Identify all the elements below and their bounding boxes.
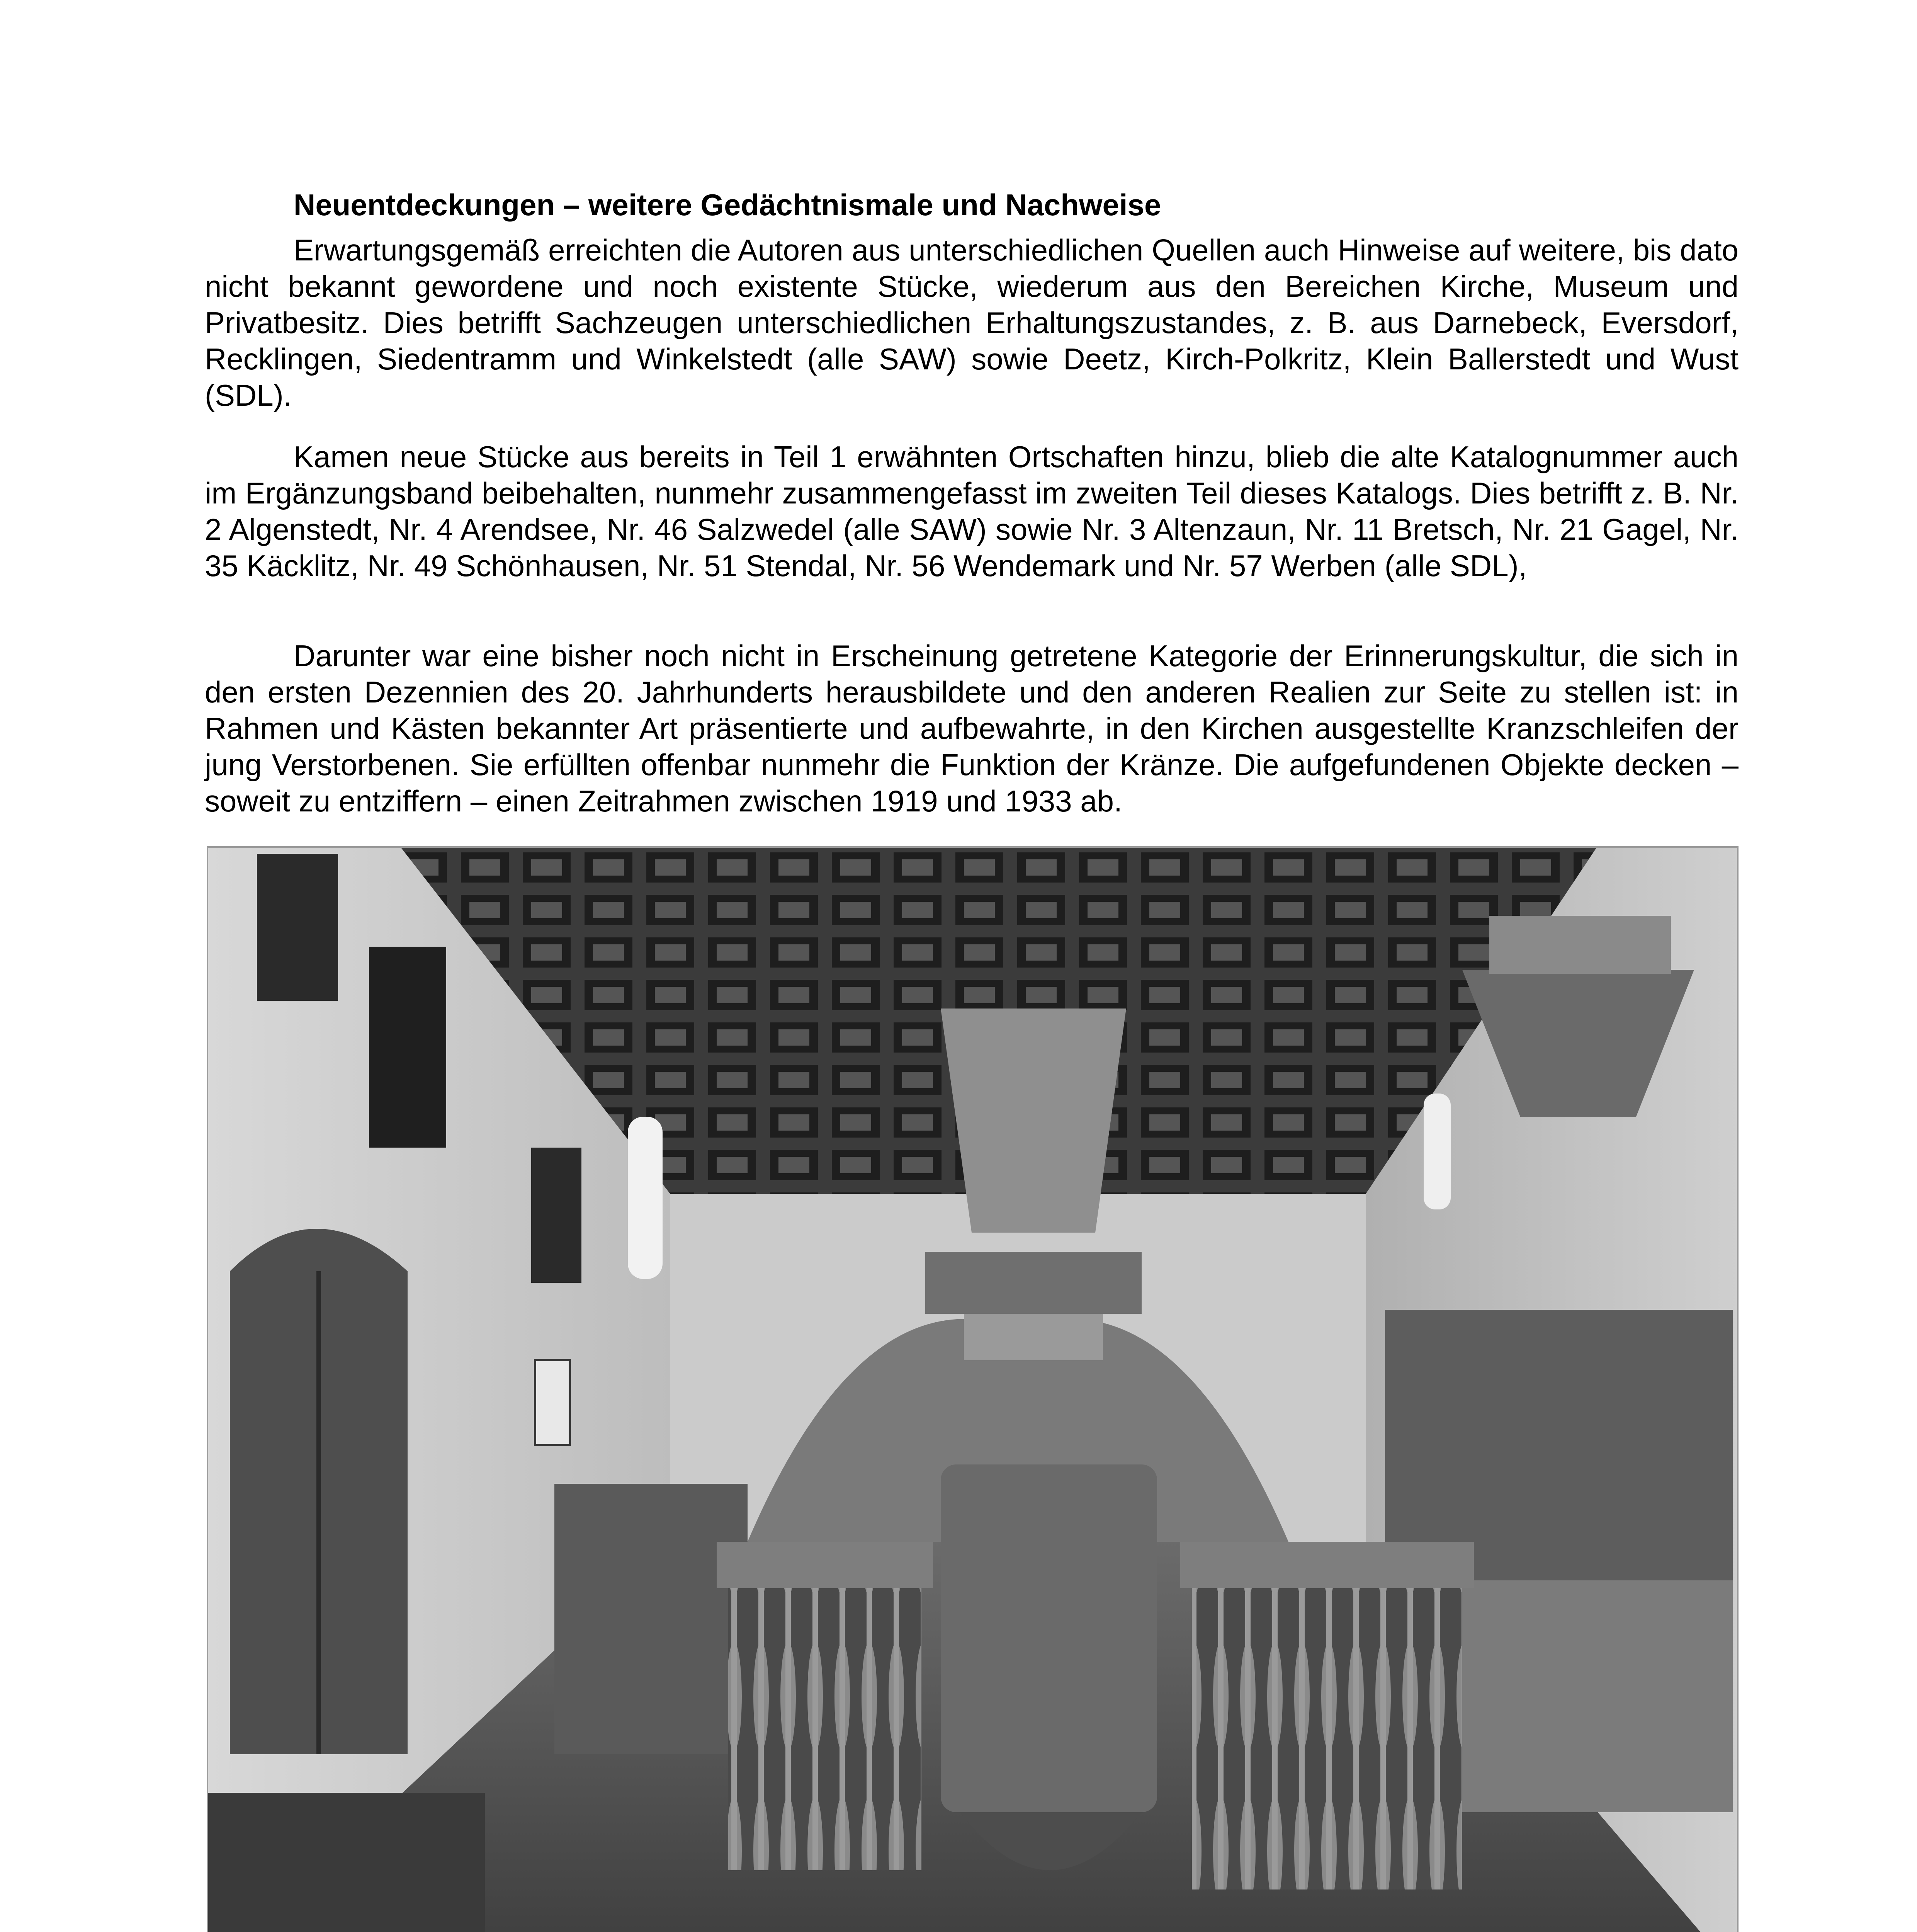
section-heading: Neuentdeckungen – weitere Gedächtnismale und Nachweise	[294, 188, 1161, 222]
paragraph-1: Erwartungsgemäß erreichten die Autoren aus unterschiedlichen Quellen auch Hinweise auf weitere, bis dato nicht bekannt gewordene und noch existente Stücke, wiederum aus den Bereichen Kirche, Museum und Privatbesitz. Dies betrifft Sachzeugen unterschiedlichen Erhaltungszustandes, z. B. aus Darnebeck, Eversdorf, Recklingen, Siedentramm und Winkelstedt (alle SAW) sowie Deetz, Kirch-Polkritz, Klein Ballerstedt und Wust (SDL).	[205, 233, 1739, 412]
paragraph-3: Darunter war eine bisher noch nicht in Erscheinung getretene Kategorie der Erinnerungskultur, die sich in den ersten Dezennien des 20. Jahrhunderts herausbildete und den anderen Realien zur Seite zu stellen ist: in Rahmen und Kästen bekannter Art präsentierte und aufbewahrte, in den Kirchen ausgestellte Kranzschleifen der jung Verstorbenen. Sie erfüllten offenbar nunmehr die Funktion der Kränze. Die aufgefundenen Objekte decken – soweit zu entziffern – einen Zeitrahmen zwischen 1919 und 1933 ab.	[205, 639, 1739, 818]
church-interior-photo	[207, 846, 1739, 1932]
paragraph-2: Kamen neue Stücke aus bereits in Teil 1 erwähnten Ortschaften hinzu, blieb die alte Katalognummer auch im Ergänzungsband beibehalten, nunmehr zusammengefasst im zweiten Teil dieses Katalogs. Dies betrifft z. B. Nr. 2 Algenstedt, Nr. 4 Arendsee, Nr. 46 Salzwedel (alle SAW) sowie Nr. 3 Altenzaun, Nr. 11 Bretsch, Nr. 21 Gagel, Nr. 35 Käcklitz, Nr. 49 Schönhausen, Nr. 51 Stendal, Nr. 56 Wendemark und Nr. 57 Werben (alle SDL),	[205, 440, 1739, 583]
photo-illustration	[207, 846, 1739, 1932]
